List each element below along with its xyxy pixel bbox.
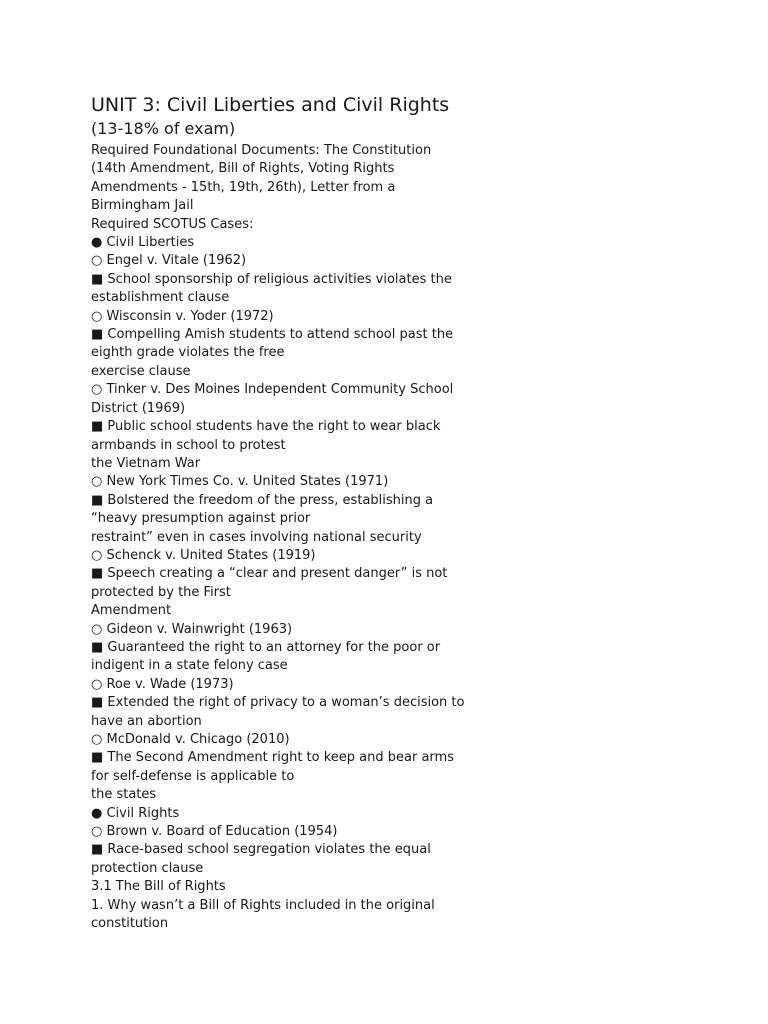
text-line: ○ McDonald v. Chicago (2010) bbox=[91, 732, 290, 747]
text-line: eighth grade violates the free bbox=[91, 345, 285, 361]
document-page bbox=[91, 92, 481, 933]
text-line: armbands in school to protest bbox=[91, 437, 286, 453]
text-line: Birmingham Jail bbox=[91, 198, 194, 214]
text-line: ■ The Second Amendment right to keep and bear arms bbox=[91, 750, 454, 766]
text-line: ○ Engel v. Vitale (1962) bbox=[91, 253, 247, 269]
text-line: ○ Wisconsin v. Yoder (1972) bbox=[91, 308, 274, 324]
text-line: ○ Roe v. Wade (1973) bbox=[91, 676, 234, 692]
text-line: ○ Gideon v. Wainwright (1963) bbox=[91, 621, 293, 637]
text-line: 1. Why wasn’t a Bill of Rights included in the original bbox=[91, 897, 435, 913]
text-line: Required SCOTUS Cases: bbox=[91, 216, 254, 232]
text-line: ● Civil Liberties bbox=[91, 235, 195, 251]
text-line: Required Foundational Documents: The Constitution bbox=[91, 143, 432, 158]
text-line: for self-defense is applicable to bbox=[91, 768, 295, 784]
text-line: Amendment bbox=[91, 603, 172, 619]
text-line: Amendments - 15th, 19th, 26th), Letter from a bbox=[91, 179, 396, 195]
text-line: 3.1 The Bill of Rights bbox=[91, 879, 226, 895]
text-line: ○ Schenck v. United States (1919) bbox=[91, 547, 316, 563]
text-line: indigent in a state felony case bbox=[91, 658, 288, 674]
page-title: UNIT 3: Civil Liberties and Civil Rights bbox=[91, 94, 450, 116]
text-line: exercise clause bbox=[91, 363, 191, 379]
text-line: ■ Speech creating a “clear and present danger” is not bbox=[91, 566, 448, 582]
text-line: establishment clause bbox=[91, 290, 230, 306]
document-body bbox=[91, 142, 481, 933]
text-line: (14th Amendment, Bill of Rights, Voting Rights bbox=[91, 161, 395, 177]
text-line: ■ Public school students have the right to wear black bbox=[91, 419, 441, 435]
text-line: have an abortion bbox=[91, 713, 202, 729]
text-line: ■ School sponsorship of religious activities violates the bbox=[91, 271, 452, 287]
text-line: ○ Tinker v. Des Moines Independent Community School bbox=[91, 382, 454, 398]
text-line: protected by the First bbox=[91, 584, 231, 600]
text-line: ■ Compelling Amish students to attend school past the bbox=[91, 327, 454, 343]
text-line: the states bbox=[91, 787, 157, 803]
text-line: ■ Extended the right of privacy to a woman’s decision to bbox=[91, 695, 465, 711]
text-line: restraint” even in cases involving national security bbox=[91, 529, 422, 545]
text-line: protection clause bbox=[91, 860, 204, 876]
text-line: ○ New York Times Co. v. United States (1971) bbox=[91, 474, 389, 490]
text-line: constitution bbox=[91, 916, 169, 932]
page-subtitle: (13-18% of exam) bbox=[91, 119, 236, 138]
text-line: ○ Brown v. Board of Education (1954) bbox=[91, 824, 338, 840]
text-line: ■ Guaranteed the right to an attorney for the poor or bbox=[91, 639, 441, 655]
text-line: the Vietnam War bbox=[91, 455, 201, 471]
text-line: ■ Bolstered the freedom of the press, establishing a bbox=[91, 492, 434, 508]
text-line: District (1969) bbox=[91, 400, 186, 416]
text-line: “heavy presumption against prior bbox=[91, 511, 311, 527]
text-line: ■ Race-based school segregation violates the equal bbox=[91, 842, 431, 858]
text-line: ● Civil Rights bbox=[91, 805, 180, 821]
